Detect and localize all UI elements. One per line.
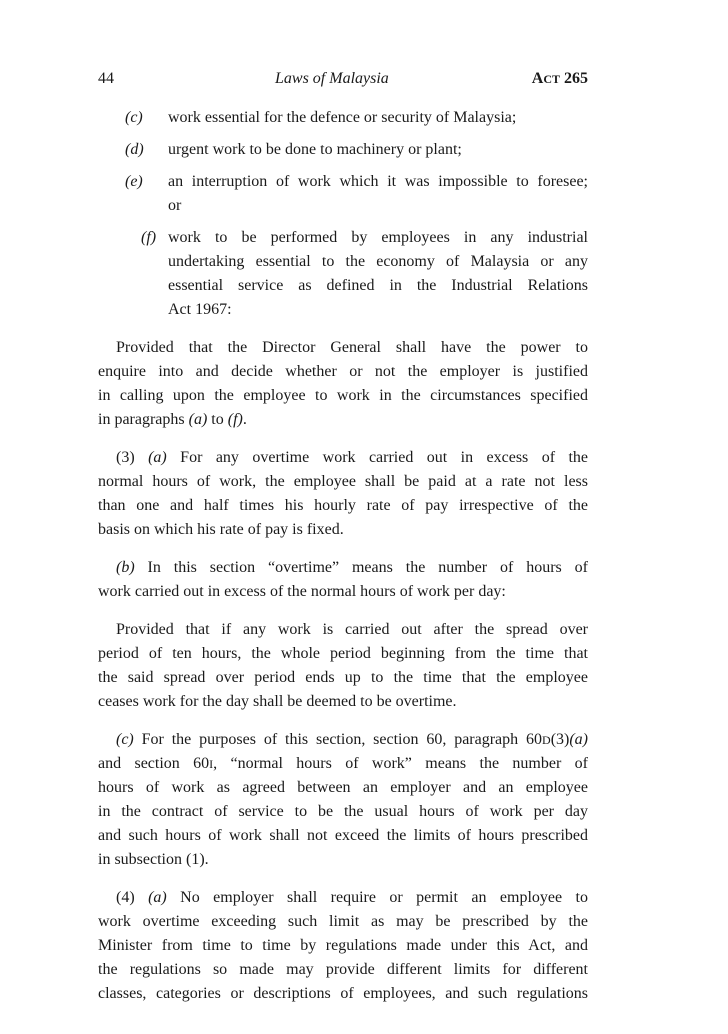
para-line: ceases work for the day shall be deemed to be overtime.: [98, 693, 457, 710]
para-line: and section 60I, “normal hours of work” means the number of: [98, 755, 588, 772]
running-header: [98, 70, 588, 94]
list-item: [98, 226, 588, 322]
item-text: work to be performed by employees in any industrial: [168, 229, 588, 246]
para-line: period of ten hours, the whole period beginning from the time that: [98, 645, 588, 662]
item-text: or: [168, 197, 182, 214]
para-line: Provided that the Director General shall have the power to: [116, 339, 588, 356]
item-marker: (c): [125, 109, 143, 126]
item-text: work essential for the defence or security of Malaysia;: [168, 109, 517, 126]
subsection-3c: [98, 728, 588, 872]
running-title: Laws of Malaysia: [275, 70, 389, 87]
para-line: in the contract of service to be the usual hours of work per day: [98, 803, 588, 820]
para-line: normal hours of work, the employee shall be paid at a rate not less: [98, 473, 588, 490]
para-line: than one and half times his hourly rate of pay irrespective of the: [98, 497, 588, 514]
para-line: (b) In this section “overtime” means the number of hours of: [116, 559, 588, 576]
act-number: ACT 265: [531, 70, 588, 87]
para-line: the regulations so made may provide different limits for different: [98, 961, 588, 978]
item-text: urgent work to be done to machinery or plant;: [168, 141, 462, 158]
document-page: [98, 0, 588, 1006]
item-marker: (e): [125, 173, 143, 190]
para-line: classes, categories or descriptions of employees, and such regulations: [98, 985, 588, 1002]
para-line: (c) For the purposes of this section, section 60, paragraph 60D(3)(a): [116, 731, 588, 748]
subsection-3a: [98, 446, 588, 542]
para-line: the said spread over period ends up to the time that the employee: [98, 669, 588, 686]
para-line: enquire into and decide whether or not the employer is justified: [98, 363, 588, 380]
item-text: Act 1967:: [168, 301, 232, 318]
list-item: [98, 170, 588, 218]
proviso-paragraph: [98, 618, 588, 714]
para-line: hours of work as agreed between an employer and an employee: [98, 779, 588, 796]
item-text: undertaking essential to the economy of Malaysia or any: [168, 253, 588, 270]
exception-list: [98, 106, 588, 322]
item-marker: (f): [141, 229, 157, 246]
para-line: (4) (a) No employer shall require or permit an employee to: [116, 889, 588, 906]
subsection-3b: [98, 556, 588, 604]
para-line: (3) (a) For any overtime work carried out in excess of the: [116, 449, 589, 466]
para-line: in calling upon the employee to work in the circumstances specified: [98, 387, 588, 404]
para-line: and such hours of work shall not exceed the limits of hours prescribed: [98, 827, 588, 844]
item-text: an interruption of work which it was impossible to foresee;: [168, 173, 588, 190]
list-item: [98, 106, 588, 130]
para-line: work carried out in excess of the normal hours of work per day:: [98, 583, 506, 600]
item-marker: (d): [125, 141, 144, 158]
para-line: in subsection (1).: [98, 851, 209, 868]
list-item: [98, 138, 588, 162]
subsection-4a: [98, 886, 588, 1006]
item-text: essential service as defined in the Industrial Relations: [168, 277, 588, 294]
para-line: in paragraphs (a) to (f).: [98, 411, 247, 428]
para-line: work overtime exceeding such limit as may be prescribed by the: [98, 913, 588, 930]
para-line: Provided that if any work is carried out after the spread over: [116, 621, 588, 638]
para-line: basis on which his rate of pay is fixed.: [98, 521, 344, 538]
para-line: Minister from time to time by regulations made under this Act, and: [98, 937, 588, 954]
proviso-paragraph: [98, 336, 588, 432]
page-number: 44: [98, 70, 114, 87]
